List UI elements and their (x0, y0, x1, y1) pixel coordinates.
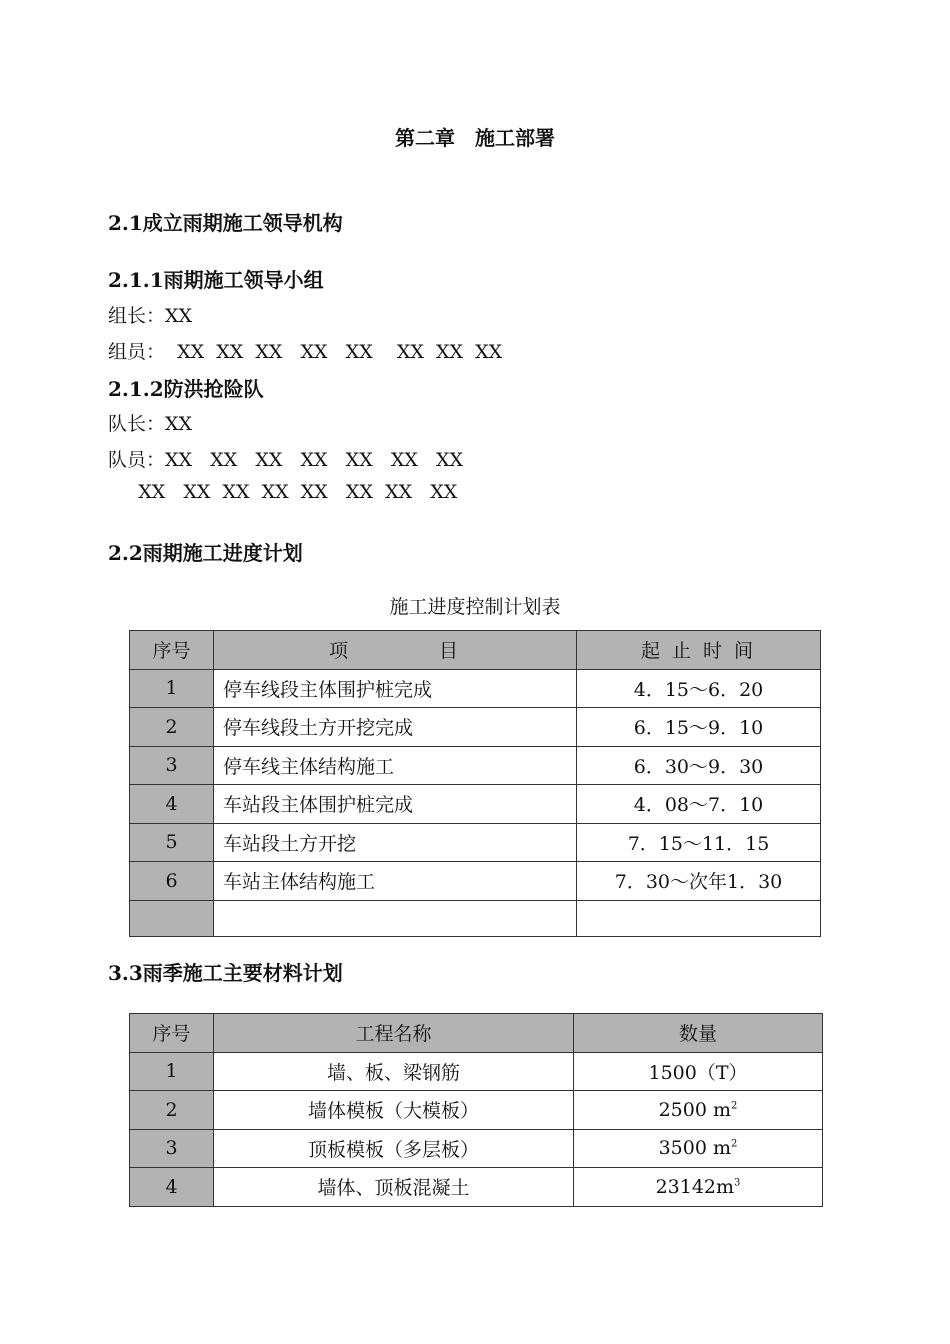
section-heading-2-1: 2.1成立雨期施工领导机构 (108, 211, 343, 235)
header-cell: 起 止 时 间 (577, 631, 821, 670)
row-name: 墙体模板（大模板） (214, 1091, 574, 1130)
members-line: 组员： XX XX XX XX XX XX XX XX (108, 341, 503, 363)
row-item: 车站主体结构施工 (214, 862, 577, 901)
row-item: 停车线主体结构施工 (214, 746, 577, 785)
table-row (130, 1052, 823, 1091)
table-row (130, 862, 821, 901)
captain-line: 队长：XX (108, 413, 193, 435)
row-number: 3 (130, 1129, 214, 1168)
table-caption: 施工进度控制计划表 (389, 596, 561, 618)
row-item: 车站段主体围护桩完成 (214, 785, 577, 824)
table-row (130, 1091, 823, 1130)
row-number (130, 900, 214, 936)
quantity-value: 2500 m (658, 1098, 732, 1121)
row-period (577, 900, 821, 936)
section-heading-2-1-1: 2.1.1雨期施工领导小组 (108, 268, 324, 292)
table-row (130, 708, 821, 747)
chapter-title: 第二章 施工部署 (395, 126, 555, 150)
materials-table (129, 1013, 823, 1207)
table-row (130, 785, 821, 824)
row-period: 7．30～次年1．30 (577, 862, 821, 901)
row-number: 1 (130, 1052, 214, 1091)
table-row-empty (130, 900, 821, 936)
row-period: 7．15～11．15 (577, 823, 821, 862)
row-period: 4．08～7．10 (577, 785, 821, 824)
table-row (130, 823, 821, 862)
header-cell: 序号 (130, 631, 214, 670)
quantity-value: 3500 m (658, 1137, 732, 1160)
quantity-value: 1500（T） (648, 1061, 748, 1084)
row-item: 停车线段土方开挖完成 (214, 708, 577, 747)
row-period: 6．15～9．10 (577, 708, 821, 747)
row-number: 1 (130, 669, 214, 708)
row-number: 4 (130, 1168, 214, 1207)
row-number: 3 (130, 746, 214, 785)
row-item: 车站段土方开挖 (214, 823, 577, 862)
table-row (130, 1168, 823, 1207)
team-line-1: 队员：XX XX XX XX XX XX XX (108, 449, 464, 471)
table-row (130, 1129, 823, 1168)
row-item: 停车线段主体围护桩完成 (214, 669, 577, 708)
schedule-table (129, 630, 821, 937)
unit-exponent: 3 (734, 1177, 741, 1189)
header-cell: 项 目 (214, 631, 577, 670)
row-name: 墙体、顶板混凝土 (214, 1168, 574, 1207)
header-cell: 工程名称 (214, 1014, 574, 1053)
table-row (130, 746, 821, 785)
team-line-2: XX XX XX XX XX XX XX XX (108, 481, 458, 503)
row-quantity (574, 1052, 823, 1091)
section-heading-3-3: 3.3雨季施工主要材料计划 (108, 961, 343, 985)
row-name: 墙、板、梁钢筋 (214, 1052, 574, 1091)
unit-exponent: 2 (731, 1138, 738, 1150)
row-item (214, 900, 577, 936)
row-quantity (574, 1129, 823, 1168)
section-heading-2-2: 2.2雨期施工进度计划 (108, 541, 303, 565)
leader-line: 组长：XX (108, 305, 193, 327)
table-header-row (130, 631, 821, 670)
row-quantity (574, 1091, 823, 1130)
row-number: 6 (130, 862, 214, 901)
row-number: 5 (130, 823, 214, 862)
header-cell: 数量 (574, 1014, 823, 1053)
table-row (130, 669, 821, 708)
row-period: 6．30～9．30 (577, 746, 821, 785)
row-number: 2 (130, 708, 214, 747)
row-number: 4 (130, 785, 214, 824)
quantity-value: 23142m (655, 1175, 735, 1198)
row-number: 2 (130, 1091, 214, 1130)
header-cell: 序号 (130, 1014, 214, 1053)
row-period: 4．15～6．20 (577, 669, 821, 708)
row-quantity (574, 1168, 823, 1207)
unit-exponent: 2 (731, 1100, 738, 1112)
section-heading-2-1-2: 2.1.2防洪抢险队 (108, 377, 264, 401)
row-name: 顶板模板（多层板） (214, 1129, 574, 1168)
table-header-row (130, 1014, 823, 1053)
